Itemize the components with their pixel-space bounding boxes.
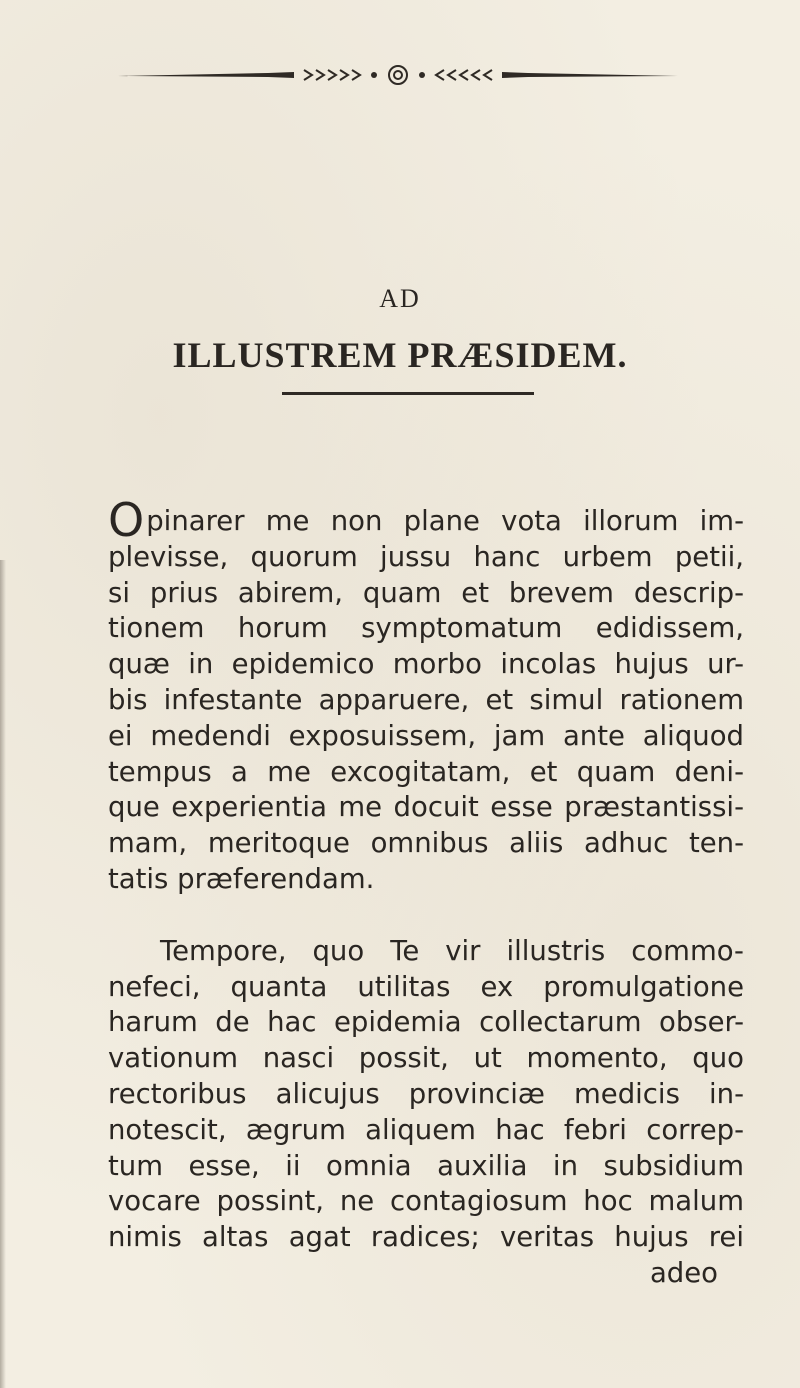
ornamental-head-rule (118, 62, 678, 88)
title-rule (282, 392, 534, 395)
heading-title: ILLUSTREM PRÆSIDEM. (172, 335, 628, 375)
paragraph-1-line: tatis præferendam. (108, 862, 375, 895)
paragraph-1-line: bis infestante apparuere, et simul rationem (108, 683, 744, 716)
paragraph-2-line: Tempore, quo Te vir illustris commo- (160, 934, 744, 967)
page-edge-shadow (0, 560, 6, 1388)
heading-ad: AD (379, 284, 421, 313)
paragraph-2-line: harum de hac epidemia collectarum obser- (108, 1006, 744, 1039)
paragraph-1-line: Opinarer me non plane vota illorum im- (108, 493, 744, 547)
paragraph-1-line: tionem horum symptomatum edidissem, (108, 612, 744, 645)
paragraph-1-line: si prius abirem, quam et brevem descrip- (108, 576, 744, 609)
paragraph-1-line: tempus a me excogitatam, et quam deni- (108, 755, 744, 788)
paragraph-1-line: ei medendi exposuissem, jam ante aliquod (108, 719, 744, 752)
paragraph-1-line: mam, meritoque omnibus aliis adhuc ten- (108, 827, 744, 860)
paragraph-gap (108, 898, 744, 934)
catchword: adeo (649, 1256, 718, 1289)
paragraph-1-line: que experientia me docuit esse præstantissi- (108, 791, 744, 824)
paragraph-1-line: quæ in epidemico morbo incolas hujus ur- (108, 648, 744, 681)
paragraph-1-line: plevisse, quorum jussu hanc urbem petii, (108, 540, 744, 573)
drop-cap: O (108, 493, 145, 547)
body-text (108, 493, 744, 1292)
paragraph-2-line: rectoribus alicujus provinciæ medicis in- (108, 1077, 744, 1110)
paragraph-2-line: tum esse, ii omnia auxilia in subsidium (108, 1149, 744, 1182)
paragraph-2-line: vationum nasci possit, ut momento, quo (108, 1042, 744, 1075)
paragraph-2-line: notescit, ægrum aliquem hac febri correp- (108, 1113, 744, 1146)
paragraph-2-line: nimis altas agat radices; veritas hujus rei (108, 1221, 744, 1254)
paragraph-2-line: nefeci, quanta utilitas ex promulgatione (108, 970, 744, 1003)
paragraph-2-line: vocare possint, ne contagiosum hoc malum (108, 1185, 744, 1218)
